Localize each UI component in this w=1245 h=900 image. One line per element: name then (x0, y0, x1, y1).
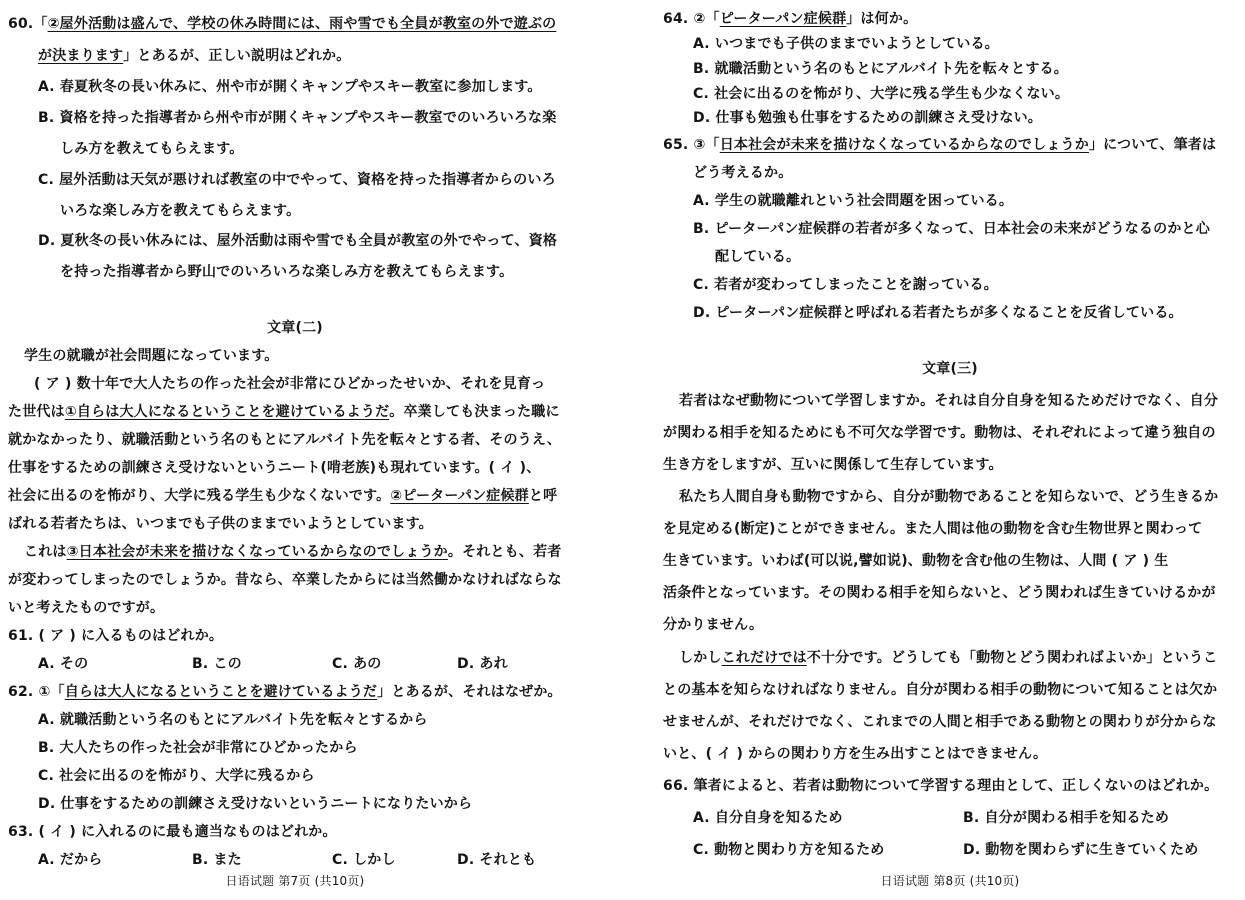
option-c: C. 若者が変わってしまったことを謝っている。 (693, 277, 998, 293)
question-stem (8, 13, 556, 35)
option-c: C. 動物と関わり方を知るため (693, 842, 885, 858)
option-b: B. 自分が関わる相手を知るため (963, 810, 1170, 826)
option-c-continued: いろな楽しみ方を教えてもらえます。 (60, 203, 301, 219)
question-stem-continued: が決まります」とあるが、正しい説明はどれか。 (38, 48, 351, 64)
option-b-continued: 配している。 (715, 249, 801, 265)
question-stem: 66. 筆者によると、若者は動物について学習する理由として、正しくないのはどれか。 (663, 778, 1219, 794)
underlined-phrase-2: ②ピーターパン症候群 (390, 488, 529, 504)
option-b: B. ピーターパン症候群の若者が多くなって、日本社会の未来がどうなるのかと心 (693, 221, 1210, 237)
quoted-text: 日本社会が未来を描けなくなっているからなのでしょうか (719, 137, 1089, 153)
paragraph-line: との基本を知らなければなりません。自分が関わる相手の動物について知ることは欠か (663, 682, 1218, 698)
passage-title: 文章(三) (922, 361, 978, 377)
option-d: D. ピーターパン症候群と呼ばれる若者たちが多くなることを反省している。 (693, 305, 1183, 321)
quoted-text: が決まります (38, 48, 124, 64)
paragraph-line: が関わる相手を知るためにも不可欠な学習です。動物は、それぞれによって違う独自の (663, 425, 1216, 441)
paragraph-line: た世代は①自らは大人になるということを避けているようだ。卒業しても決まった職に (8, 404, 560, 420)
option-d: D. 仕事をするための訓練さえ受けないというニートになりたいから (38, 796, 473, 812)
question-stem: 62. ①「自らは大人になるということを避けているようだ」とあるが、それはなぜか。 (8, 684, 562, 700)
option-d: D. それとも (457, 852, 537, 868)
option-a: A. 春夏秋冬の長い休みに、州や市が開くキャンプやスキー教室に参加します。 (38, 79, 542, 95)
paragraph-line: 活条件となっています。その関わる相手を知らないと、どう関われば生きていけるかが (663, 585, 1216, 601)
paragraph-line: いと考えたものですが。 (8, 600, 165, 616)
paragraph-line: せませんが、それだけでなく、これまでの人間と相手である動物との関わりが分からな (663, 714, 1217, 730)
option-b: B. また (192, 852, 242, 868)
option-a: A. いつまでも子供のままでいようとしている。 (693, 36, 999, 52)
exam-page-7 (0, 0, 610, 900)
option-d: D. あれ (457, 656, 508, 672)
option-b: B. この (192, 656, 242, 672)
question-stem: 65. ③「日本社会が未来を描けなくなっているからなのでしょうか」について、筆者は (663, 137, 1217, 153)
option-d: D. 夏秋冬の長い休みには、屋外活動は雨や雪でも全員が教室の外でやって、資格 (38, 233, 558, 249)
option-a: A. 自分自身を知るため (693, 810, 843, 826)
question-stem: 63. ( イ ) に入れるのに最も適当なものはどれか。 (8, 824, 337, 840)
question-number: 60.「 (8, 16, 48, 32)
option-d-continued: を持った指導者から野山でのいろいろな楽しみ方を教えてもらえます。 (60, 264, 514, 280)
option-c: C. しかし (332, 852, 396, 868)
paragraph-line: 生きています。いわば(可以说,譬如说)、動物を含む他の生物は、人間 ( ア ) 生 (663, 553, 1169, 569)
quoted-text: ピーターパン症候群 (719, 11, 847, 27)
underlined-phrase-3: ③日本社会が未来を描けなくなっているからなのでしょうか (66, 544, 448, 560)
paragraph-line: 生き方をしますが、互いに関係して生存しています。 (663, 457, 1003, 473)
exam-page-8 (655, 0, 1245, 900)
question-stem: 61. ( ア ) に入るものはどれか。 (8, 628, 224, 644)
paragraph-line: が変わってしまったのでしょうか。昔なら、卒業したからには当然働かなければならな (8, 572, 562, 588)
page-footer: 日语试题 第7页 (共10页) (225, 874, 365, 888)
paragraph-line: いと、( イ ) からの関わり方を生み出すことはできません。 (663, 746, 1048, 762)
paragraph-line: 私たち人間自身も動物ですから、自分が動物であることを知らないで、どう生きるか (679, 489, 1219, 505)
paragraph-line: 就かなかったり、就職活動という名のもとにアルバイト先を転々とする者、そのうえ、 (8, 432, 562, 448)
page-footer: 日语试题 第8页 (共10页) (880, 874, 1020, 888)
option-a: A. だから (38, 852, 103, 868)
option-b: B. 就職活動という名のもとにアルバイト先を転々とする。 (693, 61, 1068, 77)
option-c: C. あの (332, 656, 382, 672)
question-stem: 64. ②「ピーターパン症候群」は何か。 (663, 11, 918, 27)
underlined-phrase: これだけでは (721, 650, 807, 666)
paragraph-line: ばれる若者たちは、いつまでも子供のままでいようとしています。 (8, 516, 433, 532)
option-c: C. 社会に出るのを怖がり、大学に残るから (38, 768, 315, 784)
paragraph-line: 分かりません。 (663, 617, 764, 633)
option-c: C. 屋外活動は天気が悪ければ教室の中でやって、資格を持った指導者からのいろ (38, 172, 556, 188)
option-b: B. 資格を持った指導者から州や市が開くキャンプやスキー教室でのいろいろな楽 (38, 110, 557, 126)
option-b-continued: しみ方を教えてもらえます。 (60, 141, 244, 157)
quoted-text: 自らは大人になるということを避けているようだ (64, 684, 378, 700)
option-a: A. その (38, 656, 89, 672)
passage-title: 文章(二) (267, 320, 323, 336)
paragraph-line: ( ア ) 数十年で大人たちの作った社会が非常にひどかったせいか、それを見育っ (34, 376, 546, 392)
paragraph-line: しかしこれだけでは不十分です。どうしても「動物とどう関わればよいか」というこ (679, 650, 1218, 666)
paragraph-line: 学生の就職が社会問題になっています。 (24, 348, 279, 364)
question-stem-continued: どう考えるか。 (693, 165, 793, 181)
paragraph-line: 社会に出るのを怖がり、大学に残る学生も少なくないです。②ピーターパン症候群と呼 (8, 488, 558, 504)
option-b: B. 大人たちの作った社会が非常にひどかったから (38, 740, 358, 756)
quoted-text: ②屋外活動は盛んで、学校の休み時間には、雨や雪でも全員が教室の外で遊ぶの (47, 16, 557, 32)
option-a: A. 就職活動という名のもとにアルバイト先を転々とするから (38, 712, 428, 728)
option-d: D. 動物を関わらずに生きていくため (963, 842, 1199, 858)
paragraph-line: 仕事をするための訓練さえ受けないというニート(啃老族)も現れています。( イ )、 (8, 460, 541, 476)
paragraph-line: を見定める(断定)ことができません。また人間は他の動物を含む生物世界と関わって (663, 521, 1203, 537)
underlined-phrase-1: ①自らは大人になるということを避けているようだ (64, 404, 390, 420)
paragraph-line: これは③日本社会が未来を描けなくなっているからなのでしょうか。それとも、若者 (24, 544, 562, 560)
paragraph-line: 若者はなぜ動物について学習しますか。それは自分自身を知るためだけでなく、自分 (679, 393, 1219, 409)
option-d: D. 仕事も勉強も仕事をするための訓練さえ受けない。 (693, 110, 1043, 126)
option-c: C. 社会に出るのを怖がり、大学に残る学生も少なくない。 (693, 86, 1070, 102)
option-a: A. 学生の就職離れという社会問題を困っている。 (693, 193, 1014, 209)
